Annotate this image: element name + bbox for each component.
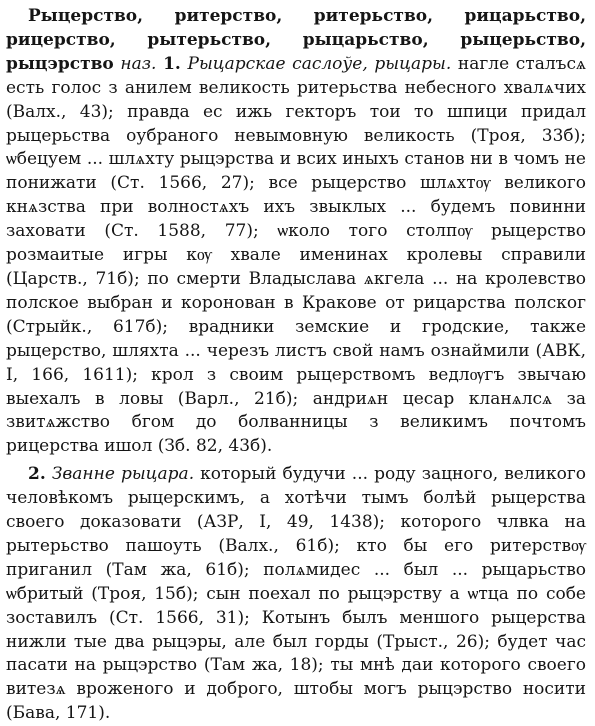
part-of-speech-label: наз. — [120, 53, 157, 74]
sense-gloss: Рыцарскае саслоўе, рыцары. — [187, 53, 452, 74]
sense-number: 1. — [163, 53, 181, 74]
entry-sense-2 — [6, 463, 586, 726]
sense-number: 2. — [28, 464, 46, 485]
sense-citations: который будучи ... роду зацного, великого человѣкомъ рыцерскимъ, а хотѣчи тымъ болѣй рыцерства своего доказовати (АЗР, I, 49, 1438); которого члвка на рытерьство пашоуть (Валх., 61б); кто бы его ритерствѹ приганил (Там жа, 61б); полѧмидес ... был ... рыцарьство ѡбритый (Троя, 15б); сын поехал по рыцэрству а ѡтца по собе зоставилъ (Ст. 1566, 31); Котынъ былъ меншого рыцерства нижли тые два рыцэры, але был горды (Трыст., 26); будет час пасати на рыцэрство (Там жа, 18); ты мнѣ даи которого своего витезѧ вроженого и доброго, штобы могъ рыцэрство носити (Бава, 171). — [6, 464, 586, 724]
sense-gloss: Званне рыцара. — [51, 464, 195, 485]
sense-citations: нагле сталъсѧ есть голос з анилем великость ритерьства небесного хвалѧчих (Валх., 43); правда ес ижь гекторъ тои то шпици придал рыцерьства оубраного невымовную великость (Троя, 33б); ѡбецуем ... шлѧхту рыцэрства и всих иныхъ станов ни в чомъ не понижати (Ст. 1566, 27); все рыцерство шлѧхтѹ великого кнѧзства при волностѧхъ ихъ звыклых ... будемъ повинни заховати (Ст. 1588, 77); ѡколо того столпѹ рыцерство розмаитые игры кѹ хвале именинах кролевы справили (Царств., 71б); по смерти Владыслава ѧкгела ... на кролевство полское выбран и коронован в Кракове от рицарства полског (Стрыйк., 617б); врадники земские и гродские, также рыцерство, шляхта ... черезъ листъ свой намъ ознаймили (АВК, I, 166, 1611); крол з своим рыцерствомъ ведлѹгъ звычаю выехалъ в ловы (Варл., 21б); андриѧн цесар кланѧлсѧ за звитѧжство бгом до болванницы з великимъ почтомъ рицерства ишол (Зб. 82, 43б). — [6, 53, 587, 457]
entry-sense-1 — [6, 5, 586, 459]
entry-headword: Рыцерство, ритерство, ритерьство, рицарьство, рицерство, рытерьство, рыцарьство, рыцерьство, рыцэрство — [6, 6, 586, 74]
